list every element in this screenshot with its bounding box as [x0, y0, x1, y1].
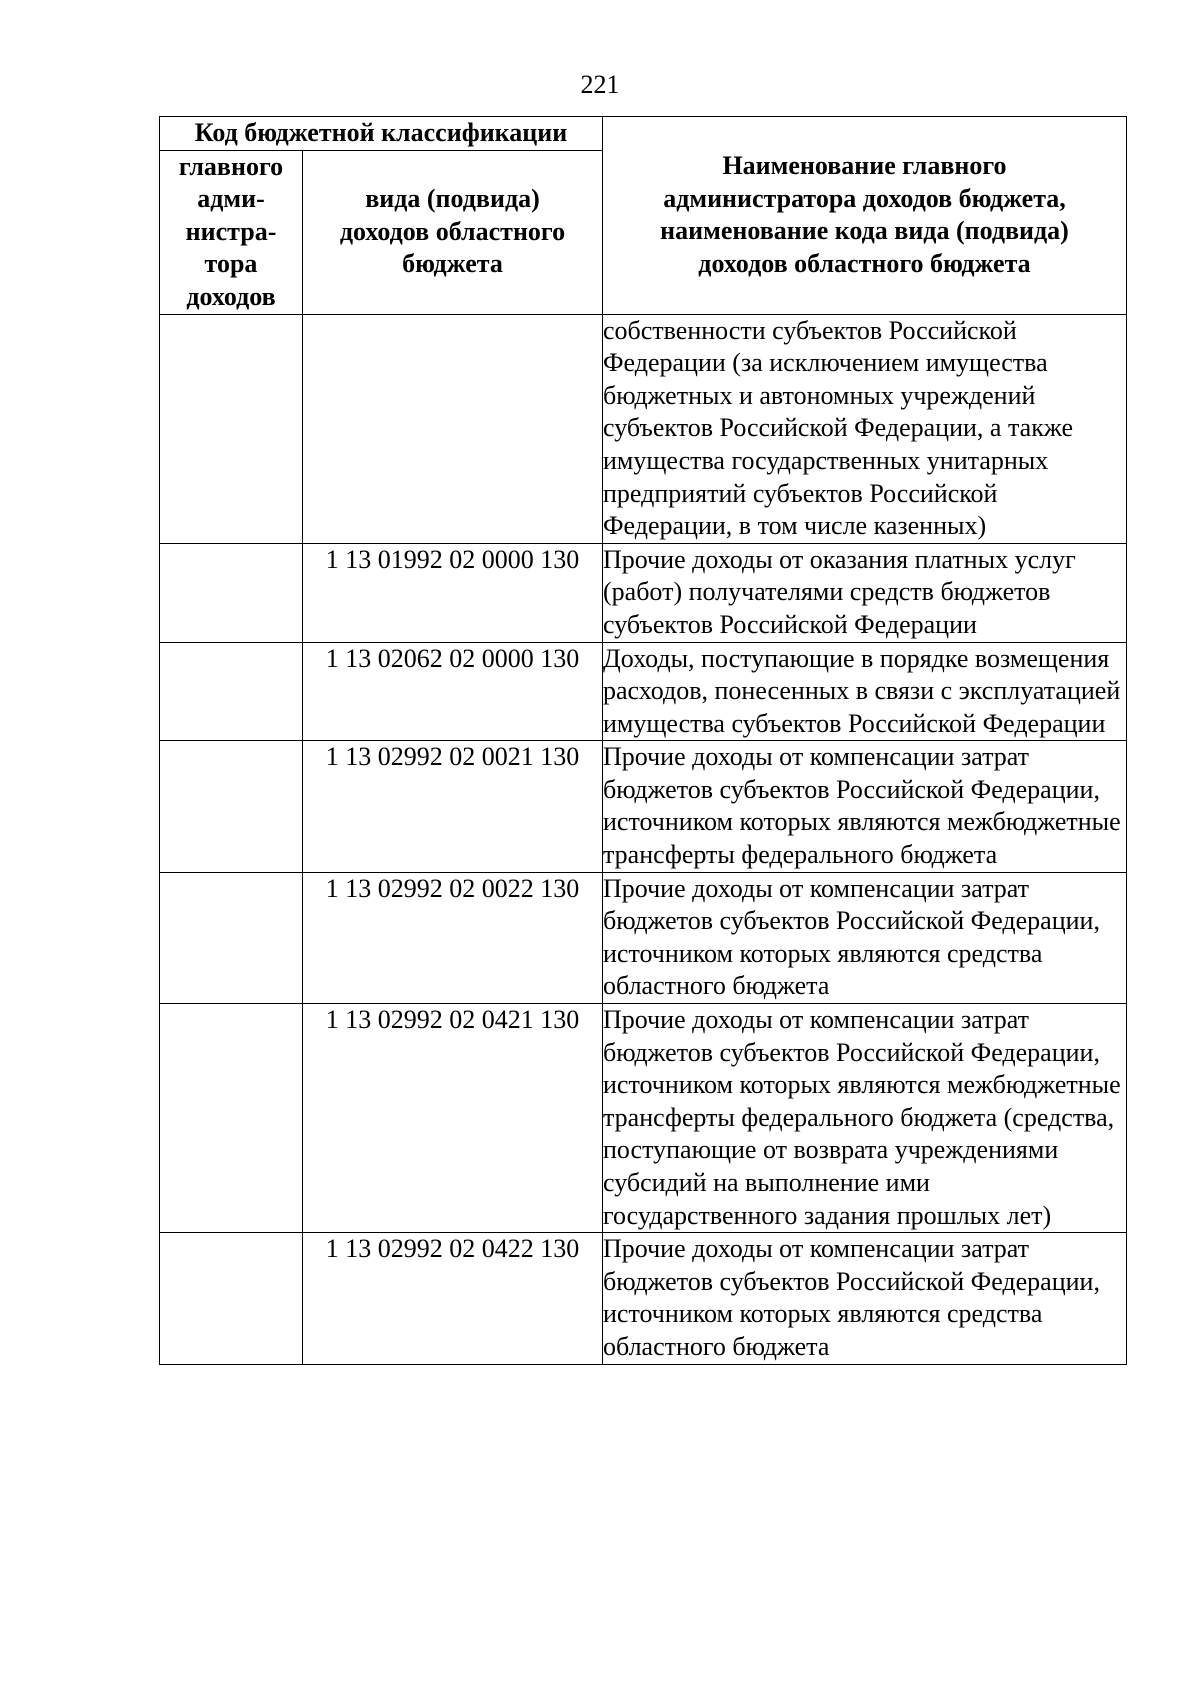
header-admin-line: адми-: [197, 184, 265, 214]
header-code-line: бюджета: [402, 249, 503, 279]
income-code-cell: 1 13 02992 02 0422 130: [303, 1233, 603, 1364]
admin-code-cell: [160, 642, 303, 741]
budget-classification-table: [159, 116, 1127, 1365]
header-code-line: доходов областного: [339, 216, 566, 246]
income-name-cell: Прочие доходы от компенсации затрат бюджетов субъектов Российской Федерации, источником которых являются средства областного бюджета: [603, 1233, 1127, 1364]
header-name-line: доходов областного бюджета: [698, 248, 1031, 278]
income-name-cell: Прочие доходы от компенсации затрат бюджетов субъектов Российской Федерации, источником которых являются межбюджетные трансферты федерального бюджета (средства, поступающие от возврата учреждениями субсидий на выполнение ими государственного задания прошлых лет): [603, 1004, 1127, 1233]
header-row-group: [160, 117, 1127, 151]
income-name-cell: Прочие доходы от компенсации затрат бюджетов субъектов Российской Федерации, источником которых являются средства областного бюджета: [603, 872, 1127, 1003]
income-code-cell: 1 13 02992 02 0022 130: [303, 872, 603, 1003]
table-row: [160, 872, 1127, 1003]
header-admin-line: нистра-: [185, 216, 277, 246]
table-row: [160, 543, 1127, 642]
header-budget-classification-code: Код бюджетной классификации: [160, 117, 603, 151]
header-admin-line: доходов: [186, 281, 276, 311]
admin-code-cell: [160, 741, 303, 872]
header-admin-line: главного: [178, 151, 284, 181]
admin-code-cell: [160, 543, 303, 642]
table-row: [160, 1004, 1127, 1233]
header-admin-line: тора: [204, 249, 258, 279]
admin-code-cell: [160, 1233, 303, 1364]
header-name-line: Наименование главного: [722, 151, 1007, 181]
admin-code-cell: [160, 314, 303, 543]
admin-code-cell: [160, 1004, 303, 1233]
income-code-cell: [303, 314, 603, 543]
income-code-cell: 1 13 02992 02 0021 130: [303, 741, 603, 872]
table-row: [160, 1233, 1127, 1364]
income-code-cell: 1 13 01992 02 0000 130: [303, 543, 603, 642]
income-name-cell: собственности субъектов Российской Федерации (за исключением имущества бюджетных и автономных учреждений субъектов Российской Федерации, а также имущества государственных унитарных предприятий субъектов Российской Федерации, в том числе казенных): [603, 314, 1127, 543]
header-code-line: вида (подвида): [365, 184, 540, 214]
header-name-line: наименование кода вида (подвида): [660, 216, 1069, 246]
income-code-cell: 1 13 02992 02 0421 130: [303, 1004, 603, 1233]
income-name-cell: Прочие доходы от оказания платных услуг (работ) получателями средств бюджетов субъектов Российской Федерации: [603, 543, 1127, 642]
table-row: [160, 741, 1127, 872]
income-code-cell: 1 13 02062 02 0000 130: [303, 642, 603, 741]
header-name-line: администратора доходов бюджета,: [663, 183, 1066, 213]
page-number: 221: [580, 70, 620, 99]
table-row: [160, 642, 1127, 741]
income-name-cell: Доходы, поступающие в порядке возмещения расходов, понесенных в связи с эксплуатацией имущества субъектов Российской Федерации: [603, 642, 1127, 741]
income-name-cell: Прочие доходы от компенсации затрат бюджетов субъектов Российской Федерации, источником которых являются межбюджетные трансферты федерального бюджета: [603, 741, 1127, 872]
header-code-column: [303, 150, 603, 314]
admin-code-cell: [160, 872, 303, 1003]
header-admin-column: [160, 150, 303, 314]
header-name-column: [603, 117, 1127, 315]
table-row: [160, 314, 1127, 543]
